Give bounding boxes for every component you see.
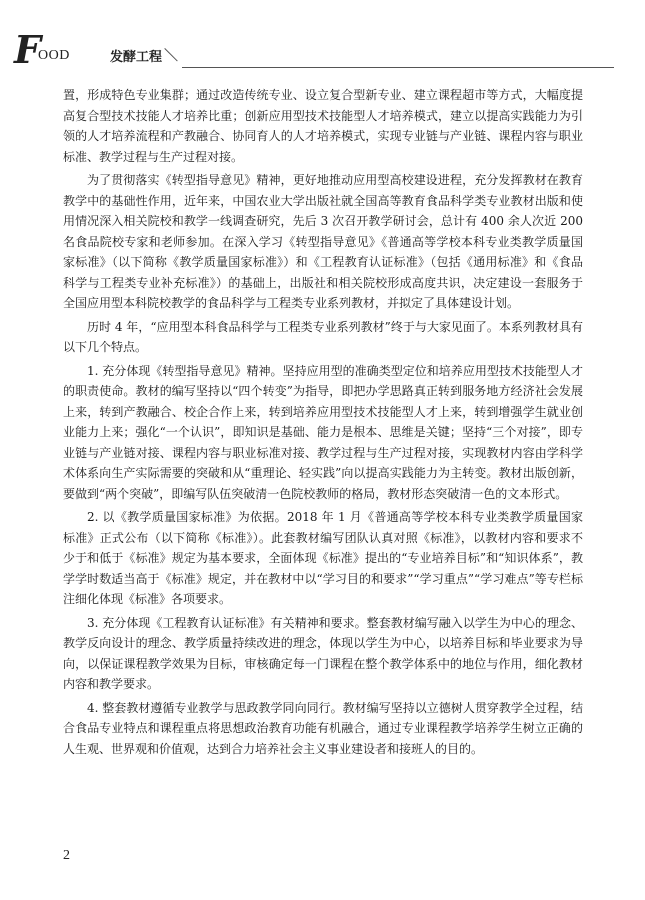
paragraph: 为了贯彻落实《转型指导意见》精神，更好地推动应用型高校建设进程，充分发挥教材在教育教学中的基础性作用，近年来，中国农业大学出版社就全国高等教育食品科学类专业教材出版和使用情况深入相关院校和教学一线调查研究，先后 3 次召开教学研讨会，总计有 400 余人次近 200 名食品院校专家和老师参加。在深入学习《转型指导意见》《普通高等学校本科专业类教学质量国家标准》（以下简称《教学质量国家标准》）和《工程教育认证标准》（包括《通用标准》和《食品科学与工程类专业补充标准》）的基础上，出版社和相关院校形成高度共识，决定建设一套服务于全国应用型本科院校教学的食品科学与工程类专业系列教材，并拟定了具体建设计划。 xyxy=(63,173,583,310)
paragraph-continued: 置，形成特色专业集群；通过改造传统专业、设立复合型新专业、建立课程超市等方式，大幅度提高复合型技术技能人才培养比重；创新应用型技术技能型人才培养模式，建立以提高实践能力为引领的人才培养流程和产教融合、协同育人的人才培养模式，实现专业链与产业链、课程内容与职业标准、教学过程与生产过程对接。 xyxy=(63,88,583,164)
paragraph-item-1: 1. 充分体现《转型指导意见》精神。坚持应用型的准确类型定位和培养应用型技术技能型人才的职责使命。教材的编写坚持以“四个转变”为指导，即把办学思路真正转到服务地方经济社会发展上来，转到产教融合、校企合作上来，转到培养应用型技术技能型人才上来，转到增强学生就业创业能力上来；强化“一个认识”，即知识是基础、能力是根本、思维是关键；坚持“三个对接”，即专业链与产业链对接、课程内容与职业标准对接、教学过程与生产过程对接，实现教材内容由学科学术体系向生产实际需要的突破和从“重理论、轻实践”向以提高实践能力为主转变。教材出版创新，要做到“两个突破”，即编写队伍突破清一色院校教师的格局，教材形态突破清一色的文本形式。 xyxy=(63,363,583,501)
food-logo-f: F xyxy=(14,27,41,72)
body-text xyxy=(63,85,583,762)
paragraph-item-2: 2. 以《教学质量国家标准》为依据。2018 年 1 月《普通高等学校本科专业类教学质量国家标准》正式公布（以下简称《标准》）。此套教材编写团队认真对照《标准》，以教材内容和要求不少于和低于《标准》规定为基本要求，全面体现《标准》提出的“专业培养目标”和“知识体系”，教学学时数适当高于《标准》规定，并在教材中以“学习目的和要求”“学习重点”“学习难点”等专栏标注细化体现《标准》各项要求。 xyxy=(63,510,583,606)
page-number: 2 xyxy=(63,848,70,863)
book-title: 发酵工程 xyxy=(110,50,163,65)
header-slash-decoration xyxy=(164,48,177,61)
paragraph: 历时 4 年，“应用型本科食品科学与工程类专业系列教材”终于与大家见面了。本系列教材具有以下几个特点。 xyxy=(63,319,583,354)
paragraph-item-3: 3. 充分体现《工程教育认证标准》有关精神和要求。整套教材编写融入以学生为中心的理念、教学反向设计的理念、教学质量持续改进的理念，体现以学生为中心，以培养目标和毕业要求为导向，以保证课程教学效果为目标，审核确定每一门课程在整个教学体系中的地位与作用，细化教材内容和教学要求。 xyxy=(63,615,583,691)
paragraph-item-4: 4. 整套教材遵循专业教学与思政教学同向同行。教材编写坚持以立德树人贯穿教学全过程，结合食品专业特点和课程重点将思想政治教育功能有机融合，通过专业课程教学培养学生树立正确的人生观、世界观和价值观，达到合力培养社会主义事业建设者和接班人的目的。 xyxy=(63,700,583,756)
food-logo-text: OOD xyxy=(38,48,70,63)
running-header xyxy=(14,27,614,72)
header-rule xyxy=(182,67,614,68)
